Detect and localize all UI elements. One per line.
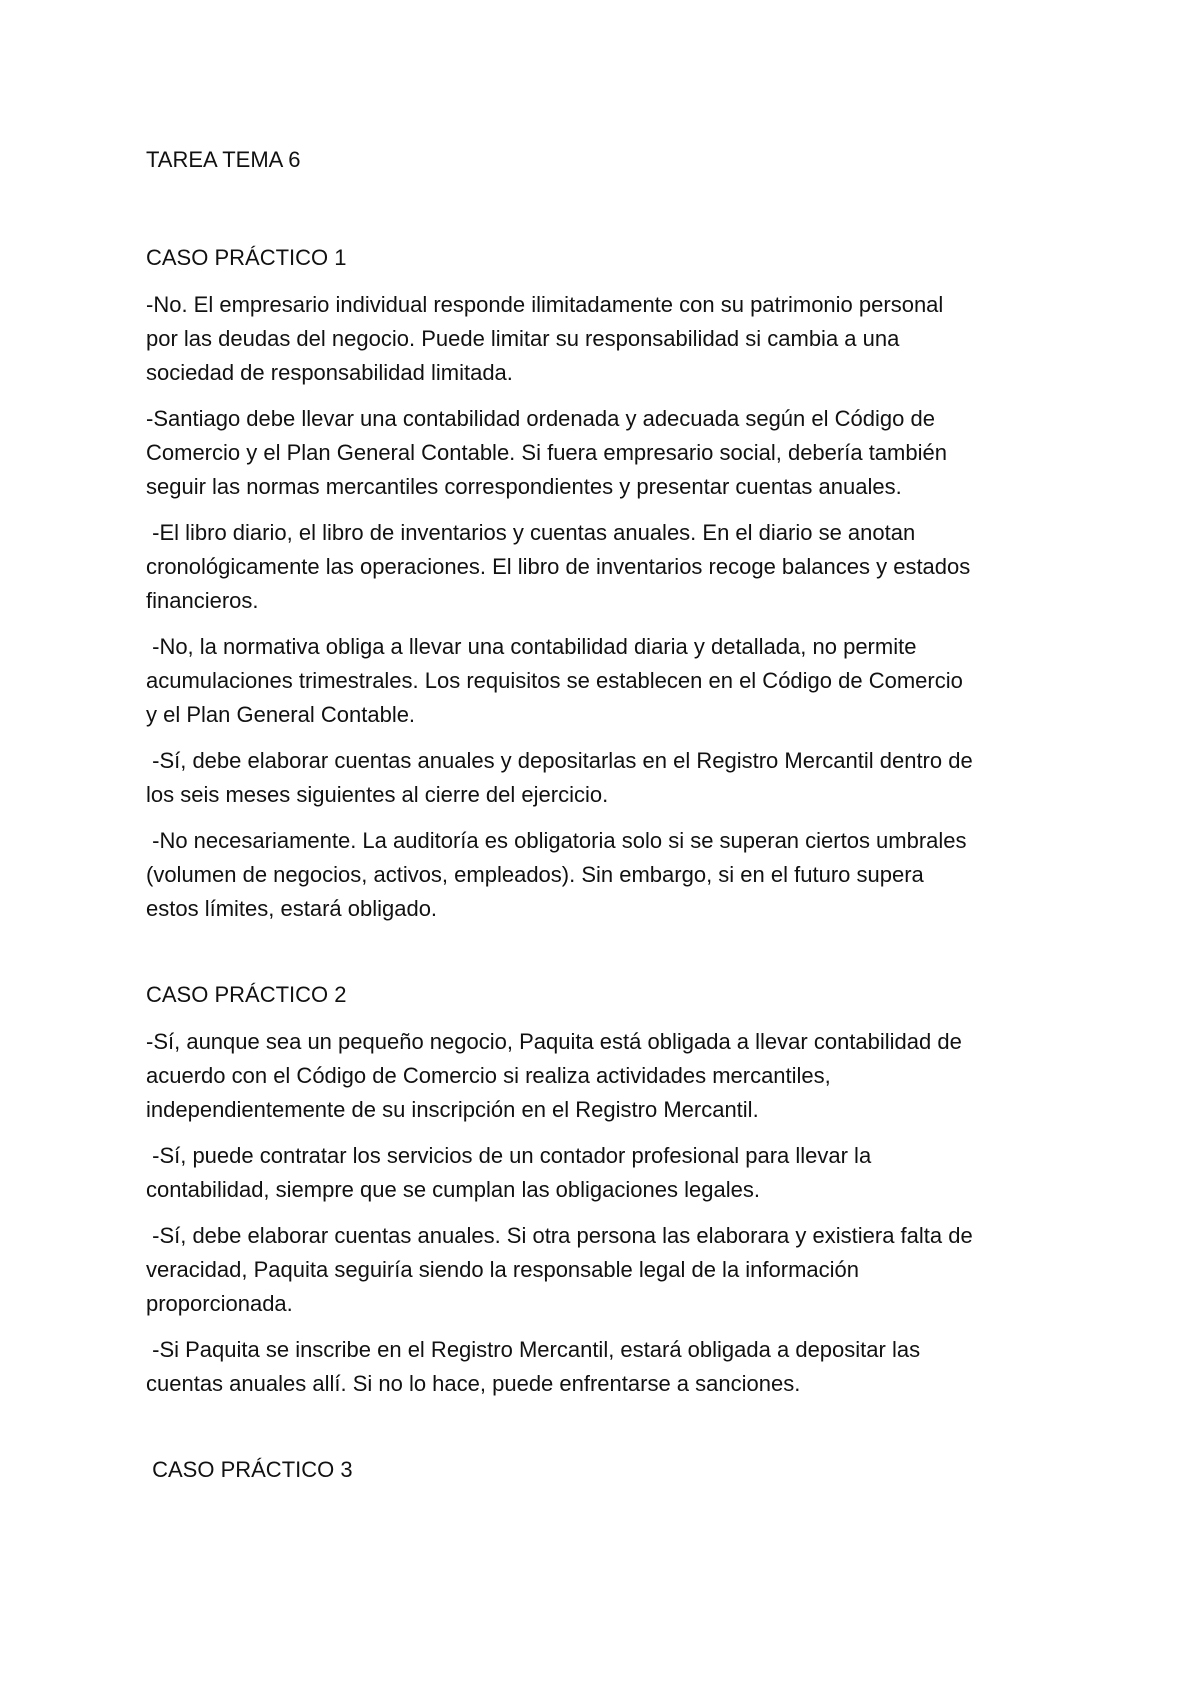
section-caso-practico-2: [146, 978, 1106, 1401]
document-title: TAREA TEMA 6: [146, 147, 301, 172]
text-line: financieros.: [146, 588, 259, 613]
section-heading: CASO PRÁCTICO 1: [146, 245, 347, 270]
answer-paragraph: [146, 744, 1106, 812]
answer-paragraph: [146, 402, 1106, 504]
text-line: contabilidad, siempre que se cumplan las obligaciones legales.: [146, 1177, 760, 1202]
text-line: veracidad, Paquita seguiría siendo la responsable legal de la información: [146, 1257, 860, 1282]
text-line: cuentas anuales allí. Si no lo hace, puede enfrentarse a sanciones.: [146, 1371, 801, 1396]
text-line: -No necesariamente. La auditoría es obligatoria solo si se superan ciertos umbrales: [146, 828, 967, 853]
answer-paragraph: [146, 1025, 1106, 1127]
text-line: proporcionada.: [146, 1291, 293, 1316]
document-body: [146, 241, 1106, 1487]
text-line: -Sí, debe elaborar cuentas anuales. Si otra persona las elaborara y existiera falta de: [146, 1223, 973, 1248]
answer-paragraph: [146, 824, 1106, 926]
answer-paragraph: [146, 1219, 1106, 1321]
answer-paragraph: [146, 1333, 1106, 1401]
section-caso-practico-3: [146, 1453, 1106, 1487]
text-line: independientemente de su inscripción en el Registro Mercantil.: [146, 1097, 759, 1122]
text-line: acuerdo con el Código de Comercio si realiza actividades mercantiles,: [146, 1063, 831, 1088]
text-line: los seis meses siguientes al cierre del ejercicio.: [146, 782, 609, 807]
text-line: seguir las normas mercantiles correspondientes y presentar cuentas anuales.: [146, 474, 902, 499]
text-line: Comercio y el Plan General Contable. Si fuera empresario social, debería también: [146, 440, 947, 465]
text-line: -Sí, aunque sea un pequeño negocio, Paquita está obligada a llevar contabilidad de: [146, 1029, 962, 1054]
text-line: por las deudas del negocio. Puede limitar su responsabilidad si cambia a una: [146, 326, 900, 351]
section-heading: CASO PRÁCTICO 3: [146, 1457, 353, 1482]
text-line: -No. El empresario individual responde ilimitadamente con su patrimonio personal: [146, 292, 944, 317]
text-line: y el Plan General Contable.: [146, 702, 416, 727]
answer-paragraph: [146, 516, 1106, 618]
text-line: -No, la normativa obliga a llevar una contabilidad diaria y detallada, no permite: [146, 634, 917, 659]
text-line: estos límites, estará obligado.: [146, 896, 438, 921]
document-page: [146, 143, 1106, 1500]
text-line: -Sí, debe elaborar cuentas anuales y depositarlas en el Registro Mercantil dentro de: [146, 748, 973, 773]
section-heading: CASO PRÁCTICO 2: [146, 982, 347, 1007]
text-line: -Santiago debe llevar una contabilidad ordenada y adecuada según el Código de: [146, 406, 935, 431]
answer-paragraph: [146, 630, 1106, 732]
text-line: acumulaciones trimestrales. Los requisitos se establecen en el Código de Comercio: [146, 668, 963, 693]
text-line: (volumen de negocios, activos, empleados). Sin embargo, si en el futuro supera: [146, 862, 924, 887]
answer-paragraph: [146, 288, 1106, 390]
text-line: cronológicamente las operaciones. El libro de inventarios recoge balances y estados: [146, 554, 971, 579]
text-line: -El libro diario, el libro de inventarios y cuentas anuales. En el diario se anotan: [146, 520, 916, 545]
text-line: -Si Paquita se inscribe en el Registro Mercantil, estará obligada a depositar las: [146, 1337, 921, 1362]
text-line: sociedad de responsabilidad limitada.: [146, 360, 513, 385]
section-caso-practico-1: [146, 241, 1106, 926]
answer-paragraph: [146, 1139, 1106, 1207]
text-line: -Sí, puede contratar los servicios de un contador profesional para llevar la: [146, 1143, 872, 1168]
